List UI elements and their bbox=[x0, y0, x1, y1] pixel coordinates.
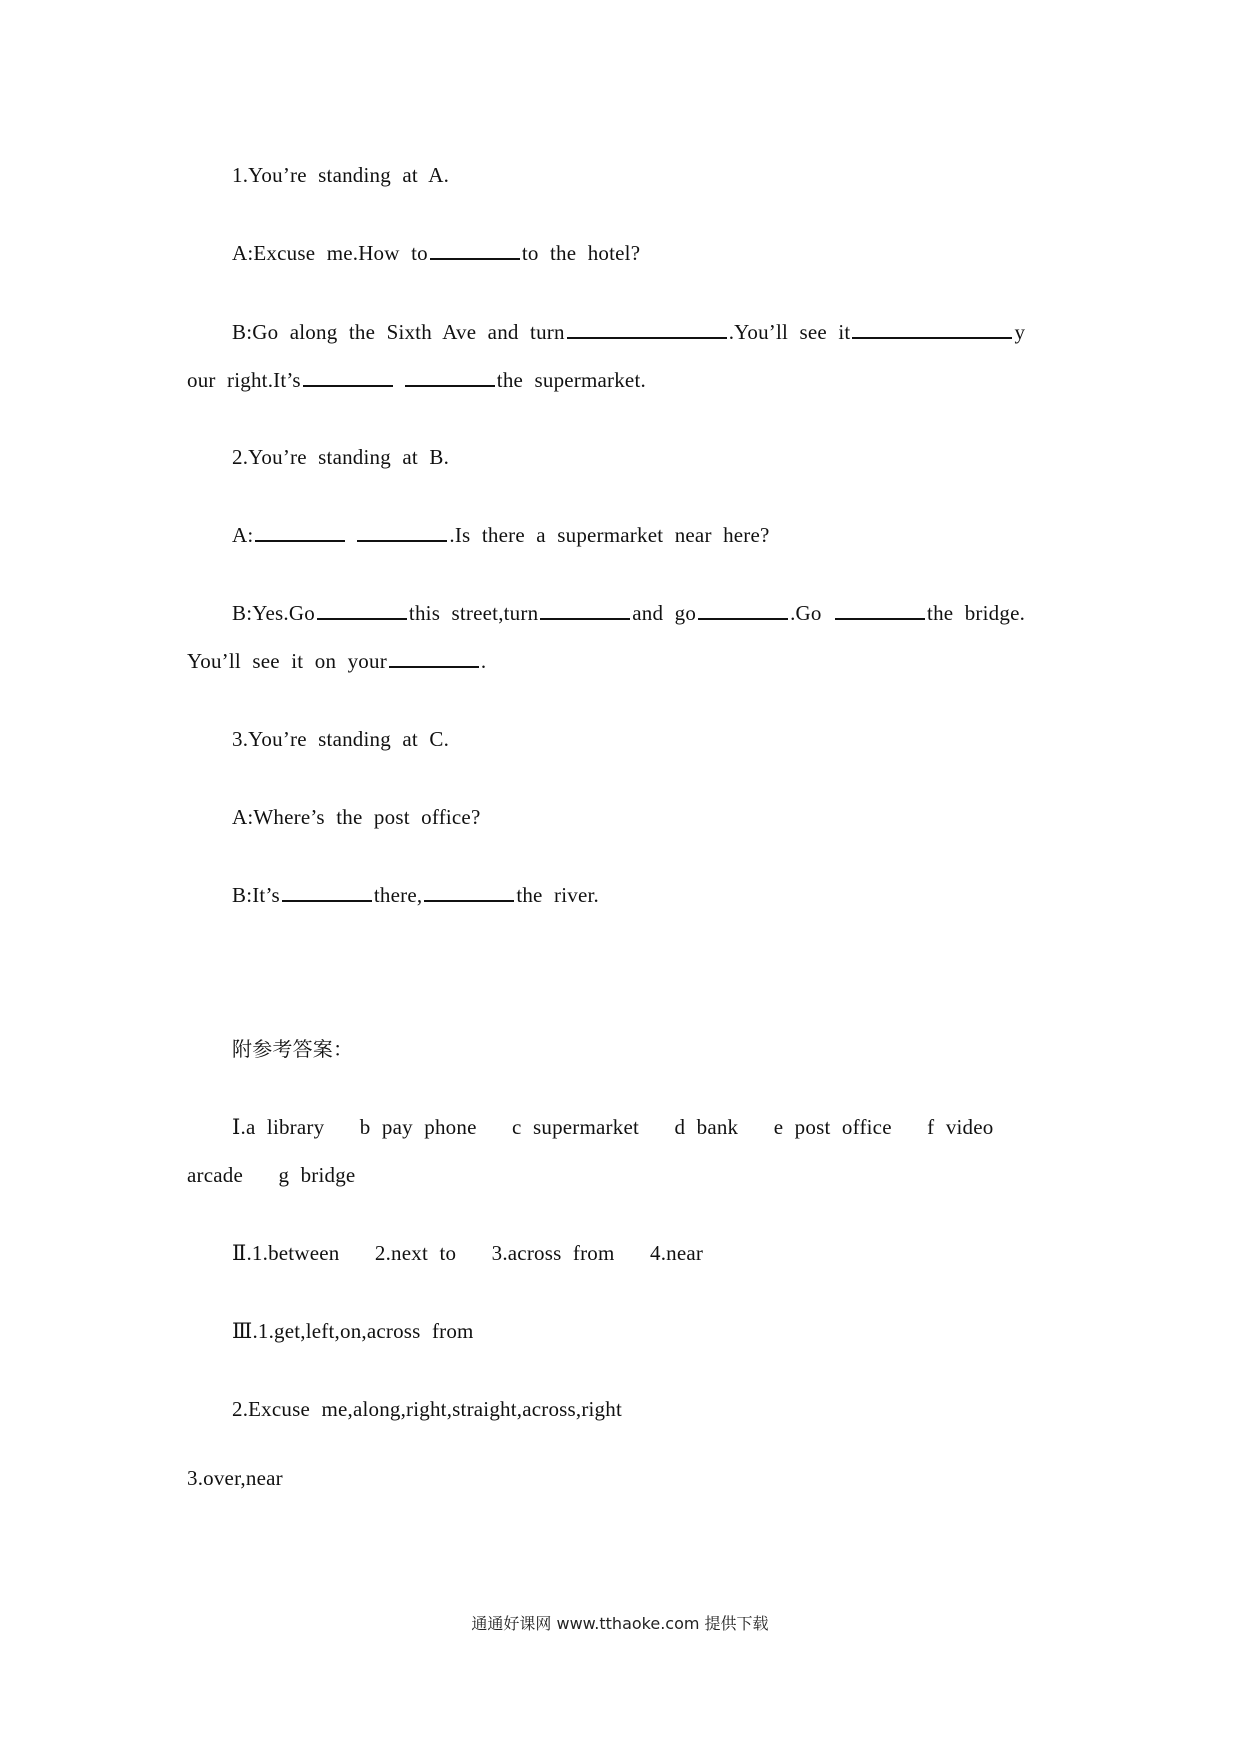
q3-heading: 3.You’re standing at C. bbox=[232, 727, 450, 751]
q3-dialogue-b bbox=[232, 881, 599, 909]
q1-a-text-pre: A:Excuse me.How to bbox=[232, 241, 428, 265]
answer-item: d bank bbox=[674, 1115, 739, 1139]
answer-item: Ⅰ.a library bbox=[232, 1115, 325, 1139]
q2-b2-text-post: . bbox=[480, 649, 487, 673]
answer-item: 4.near bbox=[650, 1241, 704, 1265]
q2-a-text-pre: A: bbox=[232, 523, 254, 547]
q1-b-text-pre: B:Go along the Sixth Ave and turn bbox=[232, 320, 565, 344]
blank-line[interactable] bbox=[405, 367, 495, 387]
q3-b-text-3: the river. bbox=[516, 883, 599, 907]
answer-item: c supermarket bbox=[512, 1115, 640, 1139]
answer-item: 2.next to bbox=[374, 1241, 457, 1265]
blank-line[interactable] bbox=[835, 600, 925, 620]
blank-line[interactable] bbox=[540, 600, 630, 620]
q2-dialogue-b-cont bbox=[187, 647, 486, 675]
q2-dialogue-a bbox=[232, 521, 770, 549]
q2-b-text-2: this street,turn bbox=[408, 601, 539, 625]
blank-line[interactable] bbox=[852, 319, 1012, 339]
q1-dialogue-b-cont bbox=[187, 366, 646, 394]
q3-dialogue-a: A:Where’s the post office? bbox=[232, 805, 481, 829]
answer-item: arcade bbox=[187, 1163, 243, 1187]
q2-b-text-3: and go bbox=[632, 601, 697, 625]
answers-part3-line2: 2.Excuse me,along,right,straight,across,right bbox=[232, 1397, 622, 1421]
blank-line[interactable] bbox=[389, 648, 479, 668]
answer-item: g bridge bbox=[278, 1163, 356, 1187]
answer-item: f video bbox=[927, 1115, 994, 1139]
q1-a-text-post: to the hotel? bbox=[521, 241, 641, 265]
q1-heading: 1.You’re standing at A. bbox=[232, 163, 450, 187]
q3-b-text-2: there, bbox=[373, 883, 423, 907]
blank-line[interactable] bbox=[430, 240, 520, 260]
answers-title: 附参考答案： bbox=[232, 1037, 354, 1061]
q2-b-text-5: the bridge. bbox=[927, 601, 1026, 625]
answers-part3-line1: Ⅲ.1.get,left,on,across from bbox=[232, 1319, 474, 1343]
q2-b-text-1: B:Yes.Go bbox=[232, 601, 315, 625]
q3-b-text-1: B:It’s bbox=[232, 883, 280, 907]
blank-line[interactable] bbox=[317, 600, 407, 620]
q1-dialogue-a bbox=[232, 239, 640, 267]
q1-dialogue-b bbox=[232, 318, 1025, 346]
q2-b-text-4: .Go bbox=[790, 601, 822, 625]
blank-line[interactable] bbox=[357, 522, 447, 542]
q1-b2-text-post: the supermarket. bbox=[496, 368, 646, 392]
answers-part1-line1 bbox=[232, 1113, 993, 1141]
blank-line[interactable] bbox=[424, 882, 514, 902]
q2-heading: 2.You’re standing at B. bbox=[232, 445, 450, 469]
answers-part2 bbox=[232, 1239, 703, 1267]
blank-line[interactable] bbox=[303, 367, 393, 387]
q1-b-text-end: y bbox=[1014, 320, 1026, 344]
answers-part1-line2 bbox=[187, 1161, 355, 1189]
blank-line[interactable] bbox=[567, 319, 727, 339]
q2-dialogue-b bbox=[232, 599, 1025, 627]
blank-line[interactable] bbox=[255, 522, 345, 542]
page-footer: 通通好课网 www.tthaoke.com 提供下载 bbox=[471, 1614, 769, 1633]
answers-part3-line3: 3.over,near bbox=[187, 1466, 283, 1490]
blank-line[interactable] bbox=[698, 600, 788, 620]
q2-a-text-post: .Is there a supermarket near here? bbox=[449, 523, 770, 547]
answer-item: b pay phone bbox=[359, 1115, 477, 1139]
q1-b2-text-pre: our right.It’s bbox=[187, 368, 301, 392]
answer-item: 3.across from bbox=[491, 1241, 615, 1265]
q2-b2-text-pre: You’ll see it on your bbox=[187, 649, 387, 673]
answer-item: Ⅱ.1.between bbox=[232, 1241, 340, 1265]
q1-b-text-mid: .You’ll see it bbox=[728, 320, 851, 344]
answer-item: e post office bbox=[773, 1115, 892, 1139]
blank-line[interactable] bbox=[282, 882, 372, 902]
